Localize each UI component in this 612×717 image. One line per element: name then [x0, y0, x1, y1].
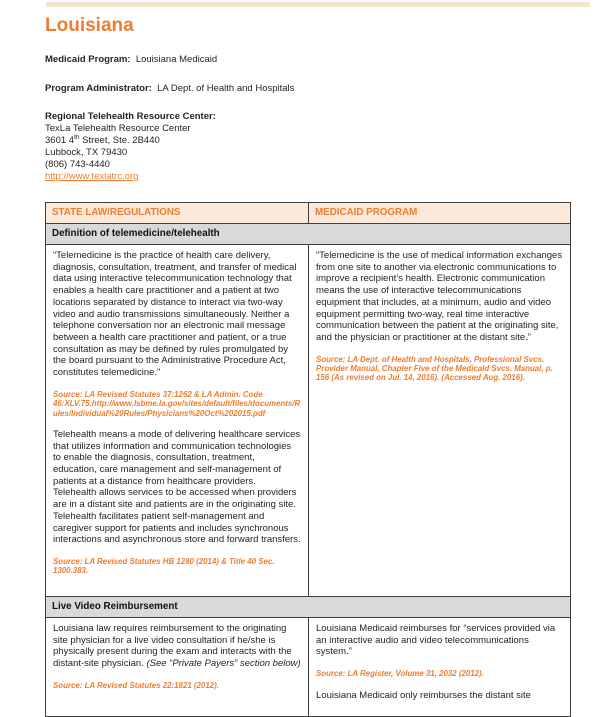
live-video-state-law-paragraph — [53, 623, 301, 670]
private-payers-note: (See “Private Payers” section below) — [146, 658, 301, 670]
source-citation: Source: LA Dept. of Health and Hospitals, Professional Svcs. Provider Manual, Chapter Five of the Medicaid Svcs. Manual, p. 156 (As revised on Jul. 14, 2016). (Accessed Aug. 2016). — [316, 354, 553, 383]
resource-center-block — [45, 111, 570, 183]
live-video-body-row — [46, 618, 571, 717]
source-citation: Source: LA Revised Statutes 37:1262 & LA Admin. Code 46:XLV.75.http://www.lsbme.la.gov/sites/default/files/documents/Rules/Individual%20Rules/Physicians%20Oct%202015.pdf — [53, 389, 301, 418]
medicaid-telemedicine-definition-quote: “Telemedicine is the use of medical information exchanges from one site to another via electronic communications to improve a recipient’s health. Electronic communication means the use of interactive telecommunications equipment that includes, at a minimum, audio and video equipment permitting two-way, real time interactive communication between the patient at the originating site, and the physician or practitioner at the distant site.” — [316, 250, 563, 343]
page-title: Louisiana — [45, 15, 134, 36]
source-citation: Source: LA Revised Statutes 22:1821 (2012). — [53, 680, 219, 690]
program-administrator-value: LA Dept. of Health and Hospitals — [157, 83, 295, 94]
street-ordinal: th — [74, 133, 80, 141]
medicaid-program-value: Louisiana Medicaid — [135, 54, 218, 65]
street-rest: Street, Ste. 2B440 — [79, 135, 160, 146]
section-title-live-video: Live Video Reimbursement — [46, 597, 571, 618]
resource-center-city: Lubbock, TX 79430 — [45, 147, 128, 158]
resource-center-name: TexLa Telehealth Resource Center — [45, 123, 191, 134]
section-title-definition: Definition of telemedicine/telehealth — [46, 224, 571, 245]
definition-state-law-cell — [46, 245, 309, 597]
section-row-live-video — [46, 597, 571, 618]
medicaid-program-label: Medicaid Program: — [45, 54, 131, 65]
program-administrator-line — [45, 83, 570, 95]
column-header-medicaid-program: MEDICAID PROGRAM — [309, 203, 571, 224]
live-video-medicaid-cell — [309, 618, 571, 717]
page-top-rule — [46, 2, 590, 7]
medicaid-program-line — [45, 54, 570, 66]
table-header-row — [46, 203, 571, 224]
definition-medicaid-cell — [309, 245, 571, 597]
resource-center-phone: (806) 743-4440 — [45, 159, 110, 170]
live-video-medicaid-paragraph-2: Louisiana Medicaid only reimburses the distant site — [316, 689, 531, 701]
definition-body-row — [46, 245, 571, 597]
column-header-state-law: STATE LAW/REGULATIONS — [46, 203, 309, 224]
live-video-medicaid-paragraph: Louisiana Medicaid reimburses for “services provided via an interactive audio and video telecommunications system.” — [316, 623, 556, 658]
policy-comparison-table — [45, 202, 571, 717]
telemedicine-definition-quote: “Telemedicine is the practice of health care delivery, diagnosis, consultation, treatment, and transfer of medical data using interactive telecommunication technology that enables a health care practitioner and a patient at two locations separated by distance to interact via two-way video and audio transmissions simultaneously. Neither a telephone conversation nor an electronic mail message between a health care practitioner and patient, or a true consultation as may be defined by rules promulgated by the board pursuant to the Administrative Procedure Act, constitutes telemedicine.” — [53, 250, 297, 379]
resource-center-website-link[interactable]: http://www.texlatrc.org — [45, 171, 139, 182]
telehealth-definition-paragraph: Telehealth means a mode of delivering healthcare services that utilizes information and communication technologies to enable the diagnosis, consultation, treatment, education, care management and self-management of patients at a distance from healthcare providers. Telehealth allows services to be accessed when providers are in a distant site and patients are in the originating site. Telehealth facilitates patient self-management and caregiver support for patients and includes synchronous interactions and asynchronous store and forward transfers. — [53, 428, 301, 546]
live-video-state-law-cell — [46, 618, 309, 717]
source-citation: Source: LA Revised Statutes HB 1280 (2014) & Title 40 Sec. 1300.383. — [53, 556, 275, 576]
resource-center-street — [45, 135, 570, 147]
resource-center-label: Regional Telehealth Resource Center: — [45, 111, 216, 122]
street-number: 3601 4 — [45, 135, 75, 146]
live-video-state-law-text: Louisiana law requires reimbursement to the originating site physician for a live video consultation if he/she is physically present during the exam and interacts with the distant-site physician. — [53, 623, 292, 670]
source-citation: Source: LA Register, Volume 31, 2032 (2012). — [316, 669, 484, 679]
program-administrator-label: Program Administrator: — [45, 83, 152, 94]
section-row-definition — [46, 224, 571, 245]
